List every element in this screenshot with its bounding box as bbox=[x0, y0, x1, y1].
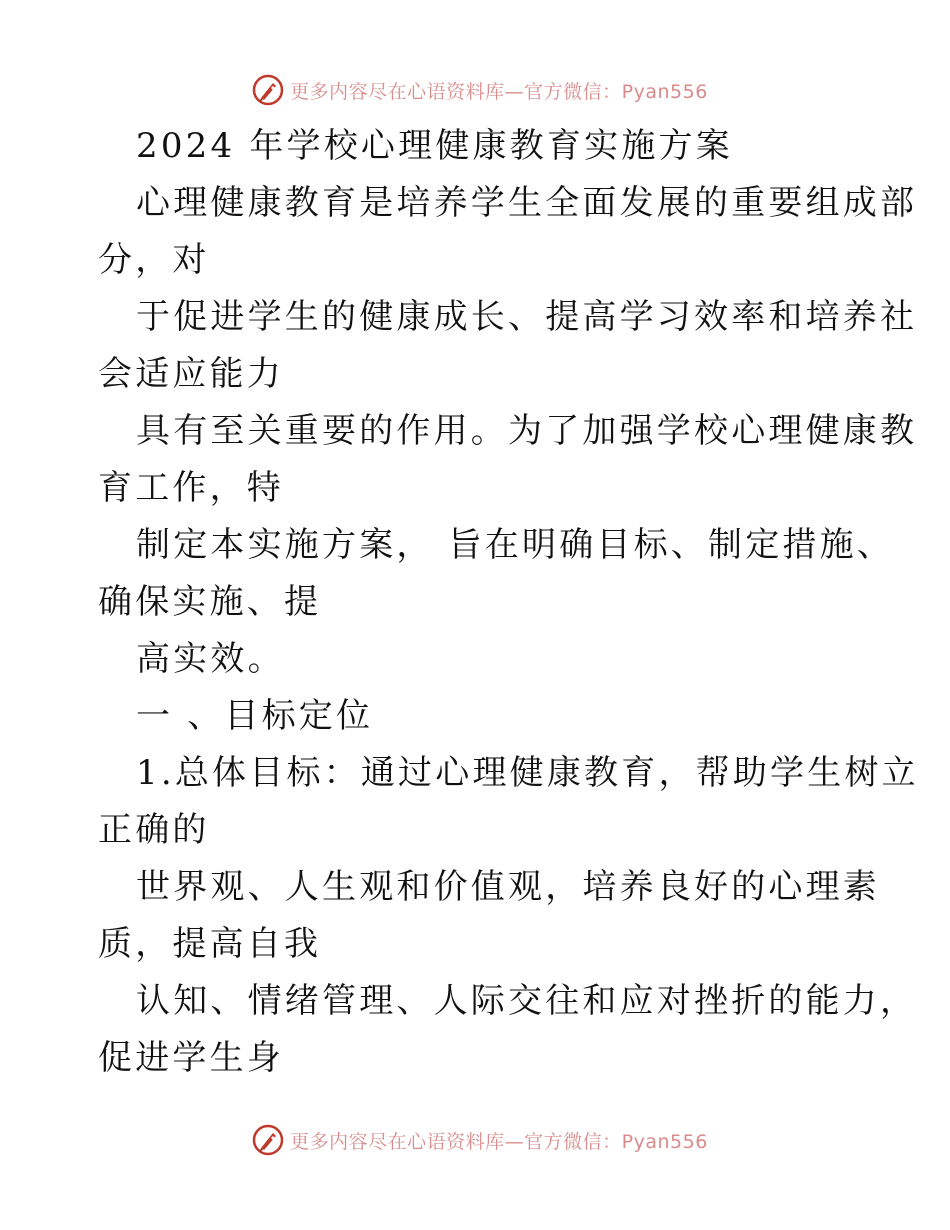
header-watermark-banner bbox=[0, 70, 950, 110]
document-line: 世界观、人生观和价值观，培养良好的心理素 bbox=[136, 867, 880, 907]
document-line: 质，提高自我 bbox=[98, 924, 322, 964]
document-line: 心理健康教育是培养学生全面发展的重要组成部 bbox=[136, 183, 918, 223]
document-line: 正确的 bbox=[98, 810, 210, 850]
document-line: 具有至关重要的作用。为了加强学校心理健康教 bbox=[136, 411, 918, 451]
document-line: 确保实施、提 bbox=[98, 582, 322, 622]
document-line: 一 、目标定位 bbox=[136, 696, 374, 736]
banner-text: 更多内容尽在心语资料库—官方微信：Pyan556 bbox=[290, 80, 708, 103]
document-body bbox=[98, 118, 919, 1087]
document-line: 1.总体目标：通过心理健康教育，帮助学生树立 bbox=[136, 753, 919, 793]
banner-text: 更多内容尽在心语资料库—官方微信：Pyan556 bbox=[290, 1130, 708, 1153]
document-line: 会适应能力 bbox=[98, 354, 284, 394]
pen-nib-logo-icon bbox=[252, 74, 284, 106]
document-line: 分，对 bbox=[98, 240, 210, 280]
document-line: 于促进学生的健康成长、提高学习效率和培养社 bbox=[136, 297, 918, 337]
document-line: 高实效。 bbox=[136, 639, 285, 679]
document-line: 2024 年学校心理健康教育实施方案 bbox=[136, 126, 733, 166]
document-line: 促进学生身 bbox=[98, 1038, 284, 1078]
footer-watermark-banner bbox=[0, 1120, 950, 1160]
document-line: 育工作，特 bbox=[98, 468, 284, 508]
pen-nib-logo-icon bbox=[252, 1124, 284, 1156]
document-line: 认知、情绪管理、人际交往和应对挫折的能力， bbox=[136, 981, 918, 1021]
document-line: 制定本实施方案， 旨在明确目标、制定措施、 bbox=[136, 525, 895, 565]
